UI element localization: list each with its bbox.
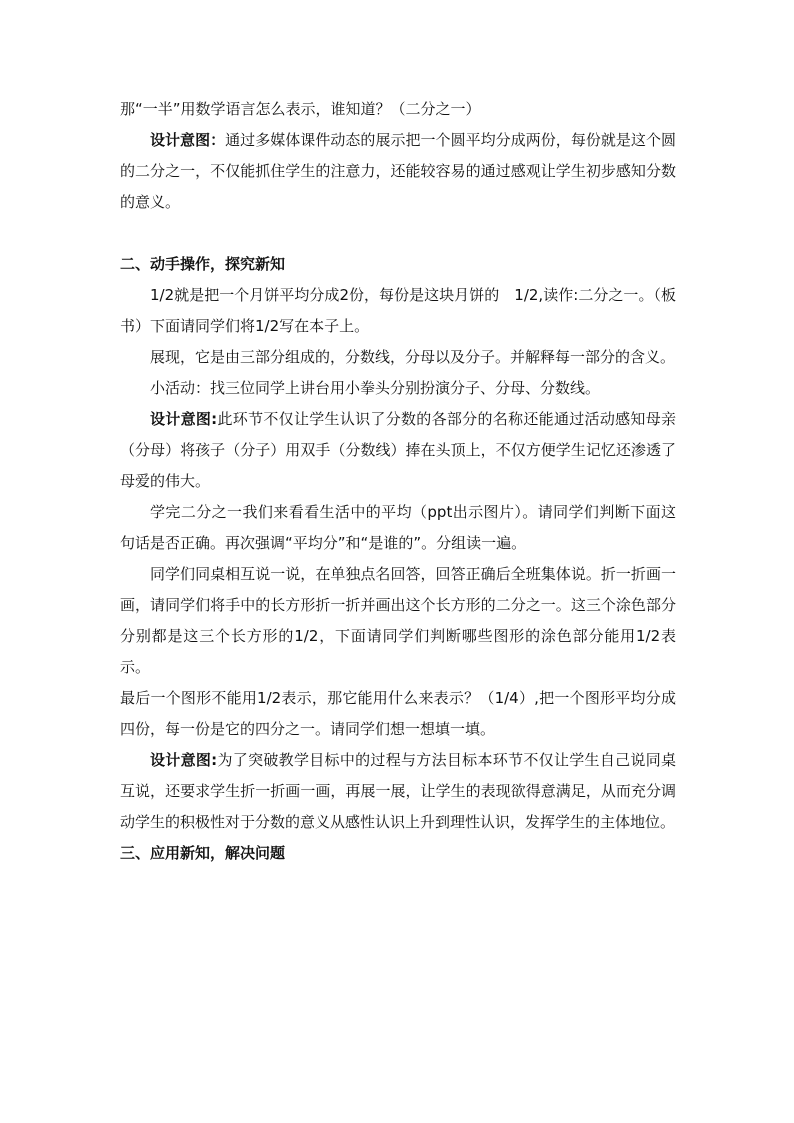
paragraph-fold-draw: 同学们同桌相互说一说，在单独点名回答，回答正确后全班集体说。折一折画一画，请同学们将手中的长方形折一折并画出这个长方形的二分之一。这三个涂色部分分别都是这三个长方形的1/2，下面请同学们判断哪些图形的涂色部分能用1/2表示。 xyxy=(120,565,676,676)
design-intent-label: 设计意图: xyxy=(150,410,218,428)
design-intent-label: 设计意图： xyxy=(150,131,226,149)
document-page xyxy=(120,94,676,869)
section-heading-2: 二、动手操作，探究新知 xyxy=(120,255,286,273)
paragraph-half-question: 那“一半”用数学语言怎么表示，谁知道？（二分之一） xyxy=(120,100,481,118)
paragraph-design-intent-3 xyxy=(120,745,676,838)
paragraph-fraction-parts: 展现，它是由三部分组成的，分数线，分母以及分子。并解释每一部分的含义。 xyxy=(150,348,676,366)
paragraph-mooncake: 1/2就是把一个月饼平均分成2份，每份是这块月饼的 1/2,读作:二分之一。（板书）下面请同学们将1/2写在本子上。 xyxy=(120,286,676,335)
section-heading-3: 三、应用新知，解决问题 xyxy=(120,844,286,862)
design-intent-text: 为了突破教学目标中的过程与方法目标本环节不仅让学生自己说同桌互说，还要求学生折一折画一画，再展一展，让学生的表现欲得意满足，从而充分调动学生的积极性对于分数的意义从感性认识上升到理性认识，发挥学生的主体地位。 xyxy=(120,751,677,831)
paragraph-activity: 小活动：找三位同学上讲台用小拳头分别扮演分子、分母、分数线。 xyxy=(150,379,601,397)
design-intent-label: 设计意图: xyxy=(150,751,218,769)
paragraph-life-examples: 学完二分之一我们来看看生活中的平均（ppt出示图片）。请同学们判断下面这句话是否正确。再次强调“平均分”和“是谁的”。分组读一遍。 xyxy=(120,503,676,552)
paragraph-spacer xyxy=(120,218,676,249)
design-intent-text: 此环节不仅让学生认识了分数的各部分的名称还能通过活动感知母亲（分母）将孩子（分子）用双手（分数线）捧在头顶上，不仅方便学生记忆还渗透了母爱的伟大。 xyxy=(120,410,677,490)
paragraph-design-intent-2 xyxy=(120,404,676,497)
design-intent-text: 通过多媒体课件动态的展示把一个圆平均分成两份，每份就是这个圆的二分之一，不仅能抓住学生的注意力，还能较容易的通过感观让学生初步感知分数的意义。 xyxy=(120,131,676,211)
paragraph-design-intent-1 xyxy=(120,125,676,218)
paragraph-quarter: 最后一个图形不能用1/2表示，那它能用什么来表示？（1/4）,把一个图形平均分成四份，每一份是它的四分之一。请同学们想一想填一填。 xyxy=(120,689,676,738)
